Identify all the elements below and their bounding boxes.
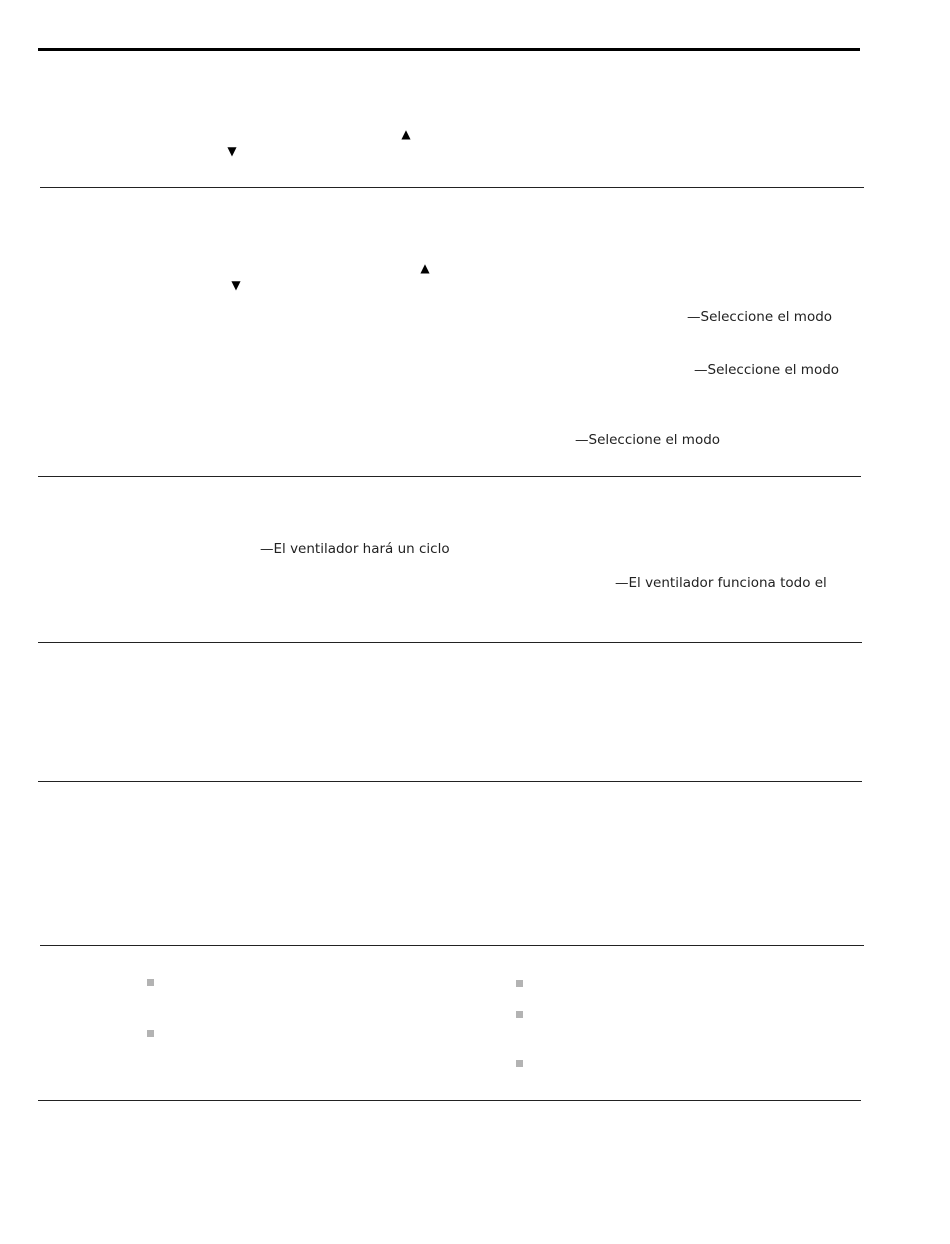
top-heavy-rule [38,48,860,51]
down-arrow-icon: ▼ [227,144,237,158]
section-divider-3 [38,642,862,643]
fan-continuous-line: —El ventilador funciona todo el [615,575,827,591]
section-divider-1 [40,187,864,188]
square-bullet-icon [516,980,523,987]
mode-line-2: —Seleccione el modo [694,362,840,378]
up-arrow-icon: ▲ [420,261,430,275]
section-divider-4 [38,781,862,782]
fan-cycle-line: —El ventilador hará un ciclo [260,541,450,557]
square-bullet-icon [516,1060,523,1067]
mode-line-3: —Seleccione el modo [575,432,721,448]
down-arrow-icon: ▼ [231,278,241,292]
section-divider-2 [38,476,861,477]
square-bullet-icon [516,1011,523,1018]
square-bullet-icon [147,979,154,986]
up-arrow-icon: ▲ [401,127,411,141]
mode-line-1: —Seleccione el modo [687,309,833,325]
section-divider-5 [40,945,864,946]
bottom-rule [38,1100,861,1101]
square-bullet-icon [147,1030,154,1037]
